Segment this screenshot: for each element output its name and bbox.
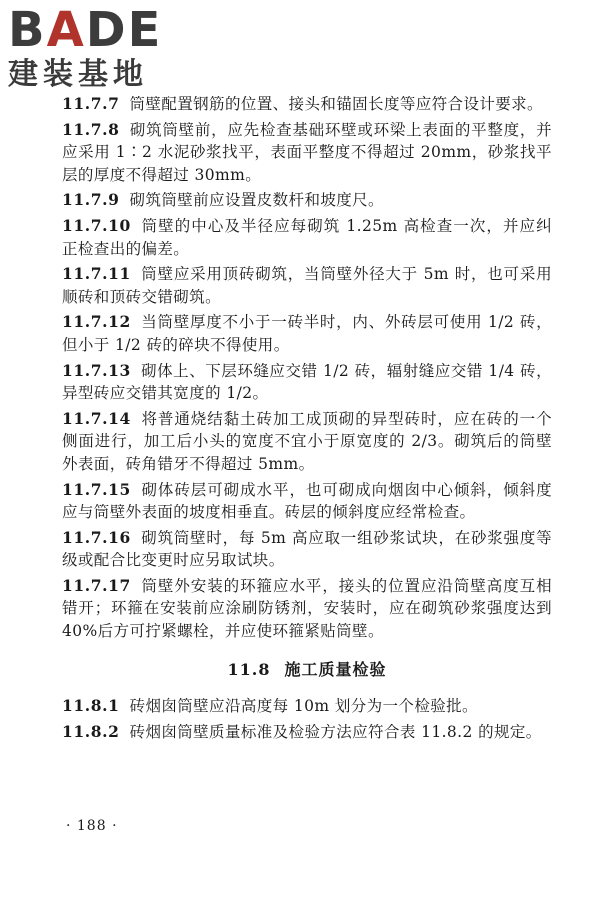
clause-11-7-14: [62, 408, 552, 476]
logo-letters-de: DE: [85, 2, 163, 58]
clause-11-8-2: [62, 721, 552, 744]
clause-number: 11.8.2: [62, 721, 120, 741]
clause-text: 砌筑筒壁时，每 5m 高应取一组砂浆试块，在砂浆强度等级或配合比变更时应另取试块。: [62, 528, 552, 570]
page-number: · 188 ·: [66, 818, 118, 834]
clause-11-7-11: [62, 263, 552, 308]
section-title: 施工质量检验: [284, 659, 387, 679]
clause-text: 将普通烧结黏土砖加工成顶砌的异型砖时，应在砖的一个侧面进行，加工后小头的宽度不宜小于原宽度的 2/3。砌筑后的筒壁外表面，砖角错牙不得超过 5mm。: [62, 409, 552, 473]
clause-number: 11.7.11: [62, 264, 131, 284]
clause-11-7-17: [62, 575, 552, 643]
clause-number: 11.7.9: [62, 190, 120, 210]
clause-11-7-16: [62, 527, 552, 572]
logo-subtitle: 建装基地: [8, 57, 148, 92]
clause-text: 砌体上、下层环缝应交错 1/2 砖，辐射缝应交错 1/4 砖，异型砖应交错其宽度的 1/2。: [62, 361, 552, 403]
clause-number: 11.7.17: [62, 575, 131, 595]
clause-text: 筒壁外安装的环箍应水平，接头的位置应沿筒壁高度互相错开；环箍在安装前应涂刷防锈剂，安装时，应在砌筑砂浆强度达到 40%后方可拧紧螺栓，并应使环箍紧贴筒壁。: [62, 576, 552, 641]
clause-11-7-9: [62, 189, 552, 212]
clause-11-7-8: [62, 119, 552, 187]
clause-11-7-12: [62, 311, 552, 356]
clause-11-7-10: [62, 215, 552, 260]
section-heading: [62, 659, 552, 682]
clause-number: 11.7.15: [62, 479, 131, 499]
bade-logo: [8, 4, 208, 94]
clause-text: 筒壁应采用顶砖砌筑，当筒壁外径大于 5m 时，也可采用顺砖和顶砖交错砌筑。: [62, 265, 552, 306]
clause-text: 筒壁的中心及半径应每砌筑 1.25m 高检查一次，并应纠正检查出的偏差。: [62, 216, 552, 258]
clause-11-7-7: [62, 93, 552, 116]
clause-number: 11.7.8: [62, 119, 120, 139]
clause-11-8-1: [62, 695, 552, 718]
clause-11-7-15: [62, 479, 552, 524]
clause-11-7-13: [62, 360, 552, 405]
clause-number: 11.7.12: [62, 312, 131, 332]
clause-number: 11.8.1: [62, 696, 120, 716]
clause-number: 11.7.13: [62, 360, 131, 380]
logo-letter-b: B: [8, 2, 47, 58]
clause-number: 11.7.10: [62, 215, 131, 235]
clause-text: 砌筑筒壁前，应先检查基础环壁或环梁上表面的平整度，并应采用 1∶2 水泥砂浆找平，表面平整度不得超过 20mm，砂浆找平层的厚度不得超过 30mm。: [62, 120, 552, 184]
logo-wordmark: [8, 4, 208, 56]
logo-letter-a: A: [46, 2, 86, 58]
clause-text: 当筒壁厚度不小于一砖半时，内、外砖层可使用 1/2 砖，但小于 1/2 砖的碎块不得使用。: [62, 313, 552, 354]
clause-text: 砌筑筒壁前应设置皮数杆和坡度尺。: [129, 191, 384, 210]
clause-text: 砖烟囱筒壁质量标准及检验方法应符合表 11.8.2 的规定。: [129, 722, 542, 741]
document-body: [62, 93, 552, 746]
clause-text: 砖烟囱筒壁应沿高度每 10m 划分为一个检验批。: [129, 697, 478, 716]
clause-number: 11.7.16: [62, 527, 131, 547]
clause-number: 11.7.7: [62, 94, 120, 113]
clause-number: 11.7.14: [62, 408, 131, 428]
section-number: 11.8: [227, 659, 271, 679]
clause-text: 砌体砖层可砌成水平，也可砌成向烟囱中心倾斜，倾斜度应与筒壁外表面的坡度相垂直。砖层的倾斜度应经常检查。: [62, 480, 552, 522]
clause-text: 筒壁配置钢筋的位置、接头和锚固长度等应符合设计要求。: [129, 95, 543, 113]
